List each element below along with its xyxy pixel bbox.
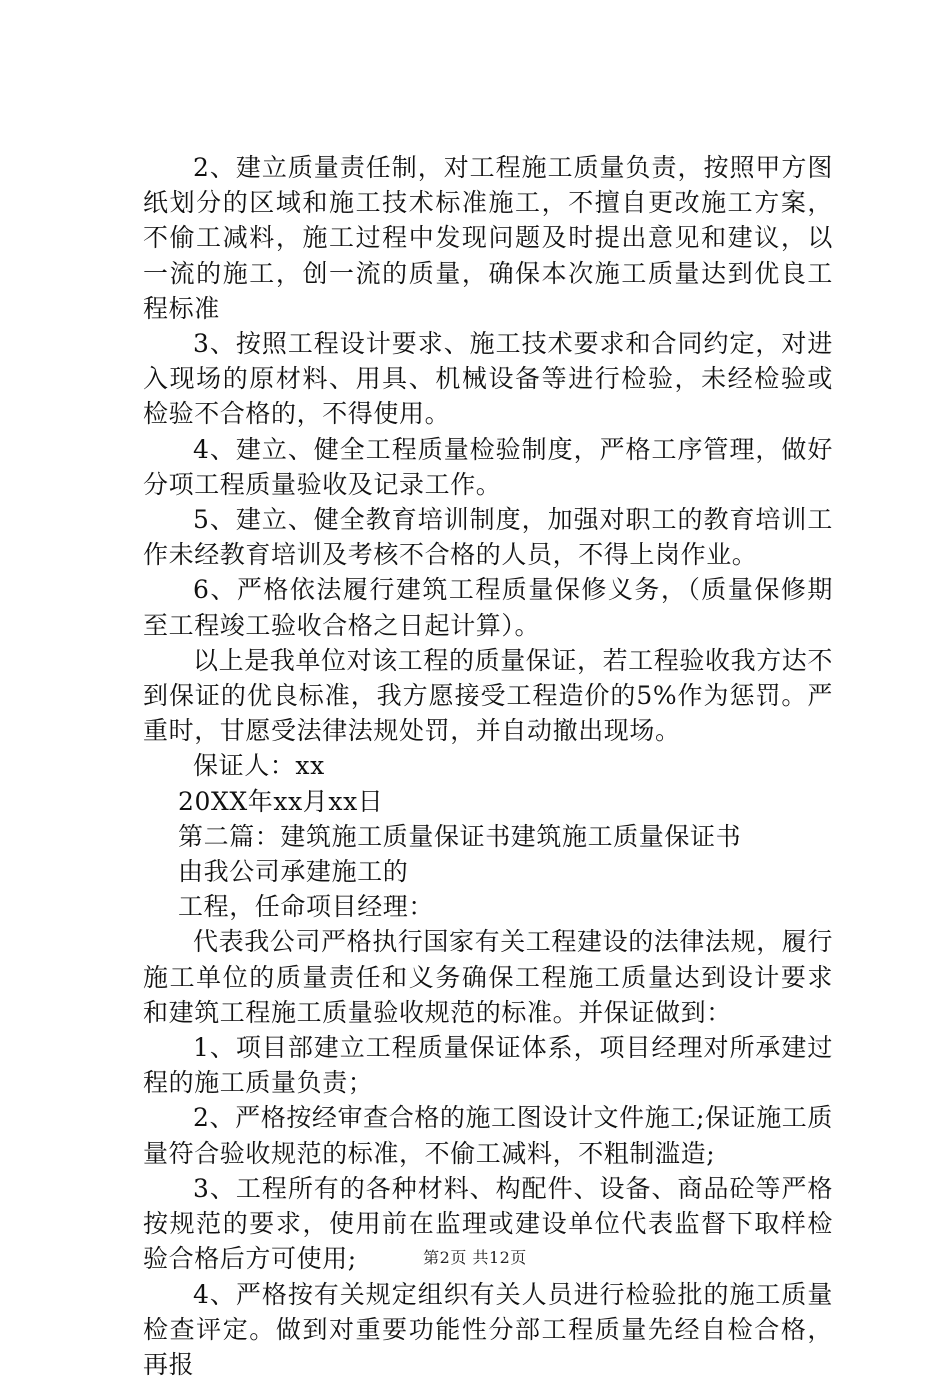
paragraph-item-4b: 4、严格按有关规定组织有关人员进行检验批的施工质量检查评定。做到对重要功能性分部工程质量先经自检合格，再报 [143, 1277, 833, 1382]
date-line: 20XX年xx月xx日 [143, 784, 833, 819]
paragraph-commitment: 代表我公司严格执行国家有关工程建设的法律法规，履行施工单位的质量责任和义务确保工程施工质量达到设计要求和建筑工程施工质量验收规范的标准。并保证做到： [143, 924, 833, 1030]
paragraph-item-3: 3、按照工程设计要求、施工技术要求和合同约定，对进入现场的原材料、用具、机械设备等进行检验，未经检验或检验不合格的，不得使用。 [143, 326, 833, 432]
paragraph-item-3b: 3、工程所有的各种材料、构配件、设备、商品砼等严格按规范的要求，使用前在监理或建设单位代表监督下取样检验合格后方可使用; [143, 1171, 833, 1277]
paragraph-item-4: 4、建立、健全工程质量检验制度，严格工序管理，做好分项工程质量验收及记录工作。 [143, 432, 833, 502]
project-manager-line: 工程，任命项目经理： [143, 889, 833, 924]
contractor-line: 由我公司承建施工的 [143, 854, 833, 889]
paragraph-item-2b: 2、严格按经审查合格的施工图设计文件施工;保证施工质量符合验收规范的标准，不偷工减料，不粗制滥造; [143, 1100, 833, 1170]
paragraph-item-5: 5、建立、健全教育培训制度，加强对职工的教育培训工作未经教育培训及考核不合格的人员，不得上岗作业。 [143, 502, 833, 572]
paragraph-item-1: 1、项目部建立工程质量保证体系，项目经理对所承建过程的施工质量负责； [143, 1030, 833, 1100]
paragraph-item-6: 6、严格依法履行建筑工程质量保修义务，（质量保修期至工程竣工验收合格之日起计算）。 [143, 572, 833, 642]
section-heading: 第二篇：建筑施工质量保证书建筑施工质量保证书 [143, 819, 833, 854]
document-body [143, 150, 833, 1382]
page-number-footer: 第2页 共12页 [0, 1245, 950, 1268]
paragraph-summary: 以上是我单位对该工程的质量保证，若工程验收我方达不到保证的优良标准，我方愿接受工程造价的5%作为惩罚。严重时，甘愿受法律法规处罚，并自动撤出现场。 [143, 643, 833, 749]
paragraph-item-2: 2、建立质量责任制，对工程施工质量负责，按照甲方图纸划分的区域和施工技术标准施工，不擅自更改施工方案，不偷工减料，施工过程中发现问题及时提出意见和建议，以一流的施工，创一流的质量，确保本次施工质量达到优良工程标准 [143, 150, 833, 326]
guarantor-line: 保证人：xx [143, 748, 833, 783]
